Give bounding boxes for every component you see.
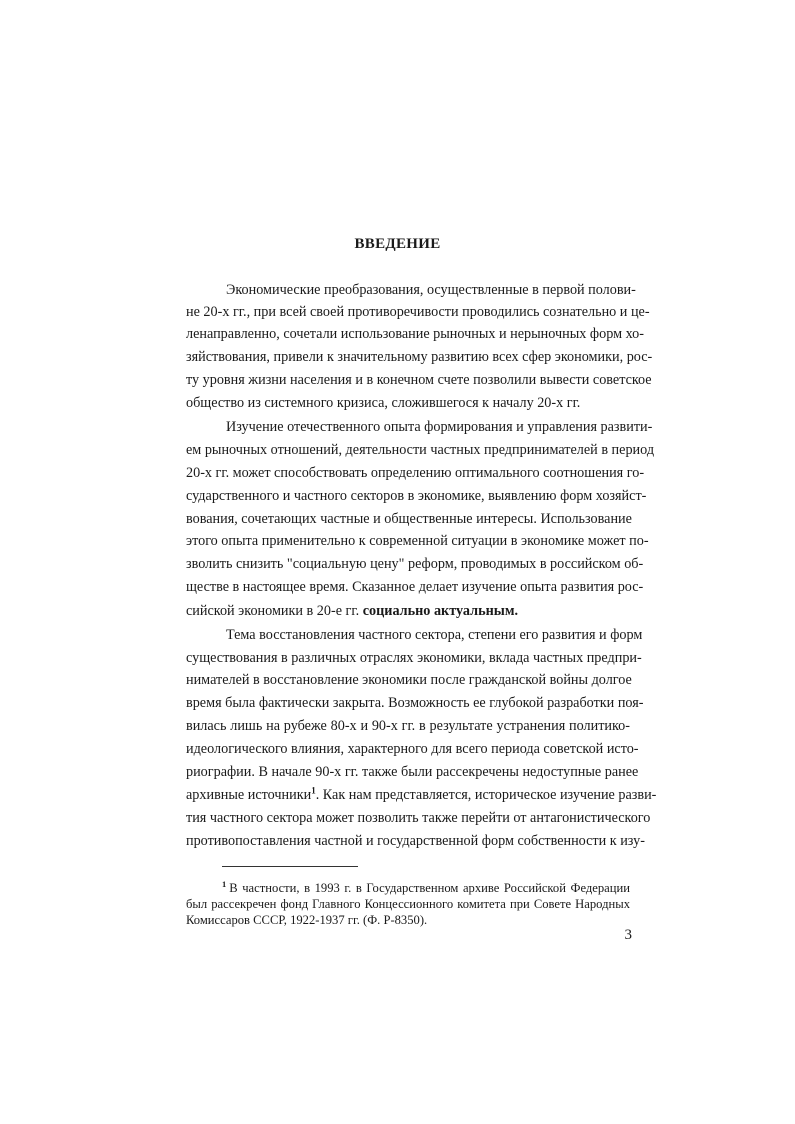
footnote-reference[interactable]: 1 — [311, 785, 316, 796]
paragraph-line: сударственного и частного секторов в экономике, выявлению форм хозяйст- — [186, 488, 647, 504]
paragraph-line: Тема восстановления частного сектора, степени его развития и форм — [226, 627, 643, 643]
paragraph-line: Изучение отечественного опыта формирования и управления развити- — [226, 419, 653, 435]
paragraph-line: ществе в настоящее время. Сказанное делает изучение опыта развития рос- — [186, 579, 644, 595]
paragraph-line: вилась лишь на рубеже 80-х и 90-х гг. в результате устранения политико- — [186, 718, 630, 734]
paragraph-line: вования, сочетающих частные и общественные интересы. Использование — [186, 511, 632, 527]
paragraph-line: тия частного сектора может позволить также перейти от антагонистического — [186, 810, 651, 826]
paragraph-line: 20-х гг. может способствовать определению оптимального соотношения го- — [186, 465, 645, 481]
text-span: сийской экономики в 20-е гг. — [186, 603, 363, 619]
paragraph-line: ем рыночных отношений, деятельности частных предпринимателей в период — [186, 442, 655, 458]
paragraph-line: существования в различных отраслях экономики, вклада частных предпри- — [186, 650, 642, 666]
paragraph-line: общество из системного кризиса, сложившегося к началу 20-х гг. — [186, 395, 581, 411]
paragraph-line: Экономические преобразования, осуществленные в первой полови- — [226, 282, 636, 298]
paragraph-line: этого опыта применительно к современной ситуации в экономике может по- — [186, 533, 649, 549]
paragraph-line: нимателей в восстановление экономики после гражданской войны долгое — [186, 672, 632, 688]
text-span: архивные источники — [186, 787, 312, 803]
footnote-separator — [222, 866, 358, 867]
text-span: . Как нам представляется, историческое изучение разви- — [315, 787, 657, 803]
paragraph-line: противопоставления частной и государственной форм собственности к изу- — [186, 833, 645, 849]
page-title: ВВЕДЕНИЕ — [354, 236, 441, 252]
paragraph-line: ленаправленно, сочетали использование рыночных и нерыночных форм хо- — [186, 326, 644, 342]
paragraph-line: зяйствования, привели к значительному развитию всех сфер экономики, рос- — [186, 349, 653, 365]
paragraph-line: не 20-х гг., при всей своей противоречивости проводились сознательно и це- — [186, 304, 650, 320]
paragraph-line: ту уровня жизни населения и в конечном счете позволили вывести советское — [186, 372, 652, 388]
paragraph-line — [186, 602, 630, 620]
footnote-text: В частности, в 1993 г. в Государственном архиве Российской Федерации — [229, 881, 630, 895]
footnote-line: Комиссаров СССР, 1922-1937 гг. (Ф. Р-8350). — [186, 913, 428, 927]
footnote-marker: 1 — [222, 878, 227, 889]
page-number: 3 — [624, 927, 632, 943]
paragraph-line: риографии. В начале 90-х гг. также были рассекречены недоступные ранее — [186, 764, 639, 780]
paragraph-line: время была фактически закрыта. Возможность ее глубокой разработки поя- — [186, 695, 644, 711]
emphasis-text: социально актуальным. — [362, 603, 519, 619]
footnote-line — [222, 880, 630, 896]
footnote-line: был рассекречен фонд Главного Концессионного комитета при Совете Народных — [186, 897, 630, 911]
paragraph-line: зволить снизить "социальную цену" реформ, проводимых в российском об- — [186, 556, 644, 572]
paragraph-line — [186, 785, 657, 804]
paragraph-line: идеологического влияния, характерного для всего периода советской исто- — [186, 741, 639, 757]
